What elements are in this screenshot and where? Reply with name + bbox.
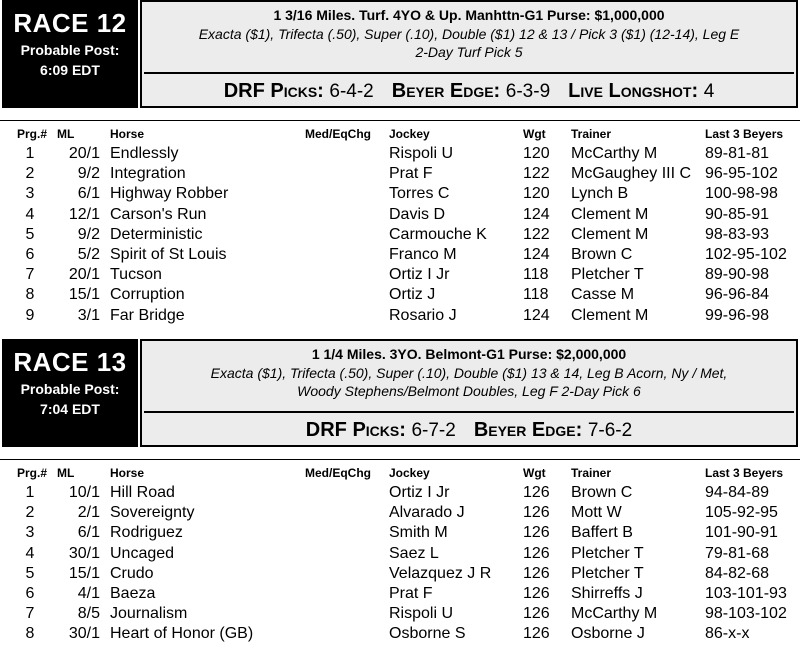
weight: 126 [523, 504, 550, 522]
race-picks [142, 419, 796, 442]
beyer-figures: 100-98-98 [705, 185, 778, 203]
program-number: 8 [25, 286, 35, 304]
race-title: RACE 13 [13, 347, 127, 377]
beyer-figures: 96-96-84 [705, 286, 770, 304]
race-wagers-line: Exacta ($1), Trifecta (.50), Super (.10), Double ($1) 12 & 13 / Pick 3 ($1) (12-14), Leg E [198, 26, 740, 42]
col-header-horse: Horse [110, 127, 145, 141]
horse-name: Journalism [110, 605, 188, 623]
entries-table-header [0, 120, 800, 143]
morning-line-odds: 4/1 [77, 584, 100, 602]
jockey-name: Ortiz J [389, 286, 436, 304]
table-row [0, 583, 800, 603]
col-header-ml: ML [57, 466, 75, 480]
race-info-box [140, 0, 798, 108]
trainer-name: Casse M [571, 286, 635, 304]
morning-line-odds: 20/1 [68, 145, 100, 162]
program-number: 6 [25, 584, 35, 602]
morning-line-odds: 6/1 [77, 524, 100, 542]
morning-line-odds: 10/1 [68, 484, 100, 501]
jockey-name: Rispoli U [389, 145, 454, 162]
weight: 122 [523, 225, 550, 243]
pick-value: 6-3-9 [505, 81, 551, 102]
program-number: 3 [25, 185, 35, 203]
trainer-name: Clement M [571, 225, 649, 243]
beyer-figures: 79-81-68 [705, 544, 770, 562]
weight: 124 [523, 205, 550, 223]
divider [144, 72, 794, 74]
trainer-name: Pletcher T [571, 564, 644, 582]
morning-line-odds: 20/1 [68, 266, 100, 284]
morning-line-odds: 15/1 [68, 286, 100, 304]
morning-line-odds: 6/1 [77, 185, 100, 203]
horse-name: Corruption [110, 286, 185, 304]
jockey-name: Carmouche K [389, 225, 487, 243]
jockey-name: Prat F [389, 584, 433, 602]
trainer-name: Brown C [571, 484, 633, 501]
col-header-beyers: Last 3 Beyers [705, 127, 784, 141]
jockey-name: Saez L [389, 544, 439, 562]
table-row [0, 163, 800, 183]
program-number: 6 [25, 245, 35, 263]
trainer-name: McCarthy M [571, 145, 658, 162]
table-row [0, 522, 800, 542]
table-row [0, 305, 800, 325]
trainer-name: Osborne J [571, 625, 645, 643]
horse-name: Hill Road [110, 484, 175, 501]
jockey-name: Ortiz I Jr [389, 484, 450, 501]
table-row [0, 244, 800, 264]
program-number: 7 [25, 266, 35, 284]
trainer-name: Clement M [571, 205, 649, 223]
program-number: 8 [25, 625, 35, 643]
beyer-figures: 94-84-89 [705, 484, 770, 501]
pick-label: Beyer Edge: [473, 419, 588, 441]
weight: 126 [523, 484, 550, 501]
morning-line-odds: 2/1 [77, 504, 100, 522]
beyer-figures: 96-95-102 [705, 165, 778, 183]
table-row [0, 603, 800, 623]
weight: 124 [523, 245, 550, 263]
table-row [0, 264, 800, 284]
col-header-beyers: Last 3 Beyers [705, 466, 784, 480]
horse-name: Heart of Honor (GB) [110, 625, 254, 643]
probable-post-label: Probable Post: [20, 381, 120, 397]
table-row [0, 284, 800, 304]
weight: 126 [523, 584, 550, 602]
jockey-name: Prat F [389, 165, 433, 183]
col-header-med: Med/EqChg [305, 127, 371, 141]
weight: 126 [523, 544, 550, 562]
program-number: 3 [25, 524, 35, 542]
horse-name: Integration [110, 165, 186, 183]
table-row [0, 204, 800, 224]
table-row [0, 143, 800, 163]
table-row [0, 623, 800, 643]
table-row [0, 543, 800, 563]
trainer-name: Pletcher T [571, 266, 644, 284]
morning-line-odds: 12/1 [68, 205, 100, 223]
horse-name: Rodriguez [110, 524, 183, 542]
entries-table-header [0, 459, 800, 482]
jockey-name: Ortiz I Jr [389, 266, 450, 284]
entries-table [0, 143, 800, 325]
trainer-name: McCarthy M [571, 605, 658, 623]
weight: 120 [523, 145, 550, 162]
horse-name: Uncaged [110, 544, 175, 562]
col-header-wgt: Wgt [523, 466, 546, 480]
race-wagers-line: Woody Stephens/Belmont Doubles, Leg F 2-Day Pick 6 [297, 383, 641, 399]
jockey-name: Davis D [389, 205, 446, 223]
beyer-figures: 89-90-98 [705, 266, 770, 284]
jockey-name: Rispoli U [389, 605, 454, 623]
beyer-figures: 98-83-93 [705, 225, 770, 243]
race-info-box [140, 339, 798, 447]
col-header-ml: ML [57, 127, 75, 141]
beyer-figures: 105-92-95 [705, 504, 778, 522]
weight: 126 [523, 605, 550, 623]
col-header-jockey: Jockey [389, 127, 430, 141]
col-header-wgt: Wgt [523, 127, 546, 141]
morning-line-odds: 30/1 [68, 544, 100, 562]
horse-name: Endlessly [110, 145, 179, 162]
morning-line-odds: 5/2 [77, 245, 100, 263]
horse-name: Baeza [110, 584, 156, 602]
program-number: 4 [25, 205, 35, 223]
table-row [0, 224, 800, 244]
trainer-name: Pletcher T [571, 544, 644, 562]
race-wagers-line: 2-Day Turf Pick 5 [415, 44, 523, 60]
horse-name: Highway Robber [110, 185, 229, 203]
trainer-name: Baffert B [571, 524, 633, 542]
table-row [0, 482, 800, 502]
jockey-name: Osborne S [389, 625, 466, 643]
jockey-name: Torres C [389, 185, 450, 203]
morning-line-odds: 30/1 [68, 625, 100, 643]
program-number: 9 [25, 306, 35, 324]
morning-line-odds: 9/2 [77, 165, 100, 183]
weight: 120 [523, 185, 550, 203]
beyer-figures: 99-96-98 [705, 306, 770, 324]
beyer-figures: 103-101-93 [705, 584, 787, 602]
beyer-figures: 90-85-91 [705, 205, 770, 223]
morning-line-odds: 15/1 [68, 564, 100, 582]
horse-name: Carson's Run [110, 205, 207, 223]
morning-line-odds: 3/1 [77, 306, 100, 324]
beyer-figures: 86-x-x [705, 625, 750, 643]
program-number: 1 [25, 484, 35, 501]
weight: 118 [523, 266, 549, 284]
trainer-name: Clement M [571, 306, 649, 324]
morning-line-odds: 8/5 [77, 605, 100, 623]
morning-line-odds: 9/2 [77, 225, 100, 243]
horse-name: Sovereignty [110, 504, 195, 522]
pick-label: Beyer Edge: [391, 80, 506, 102]
program-number: 4 [25, 544, 35, 562]
pick-value: 6-7-2 [411, 420, 456, 441]
race-section [0, 0, 800, 325]
beyer-figures: 89-81-81 [705, 145, 770, 162]
race-wagers [142, 25, 796, 61]
beyer-figures: 101-90-91 [705, 524, 778, 542]
divider [144, 411, 794, 413]
pick-label: Live Longshot: [568, 80, 704, 102]
jockey-name: Alvarado J [389, 504, 465, 522]
trainer-name: McGaughey III C [571, 165, 692, 183]
pick-value: 6-4-2 [329, 81, 374, 102]
jockey-name: Smith M [389, 524, 448, 542]
race-conditions: 1 1/4 Miles. 3YO. Belmont-G1 Purse: $2,000,000 [311, 346, 627, 362]
col-header-med: Med/EqChg [305, 466, 371, 480]
program-number: 5 [25, 564, 35, 582]
race-label-box [2, 339, 138, 447]
weight: 126 [523, 625, 550, 643]
col-header-trainer: Trainer [571, 127, 612, 141]
weight: 124 [523, 306, 550, 324]
col-header-trainer: Trainer [571, 466, 612, 480]
table-row [0, 563, 800, 583]
pick-label: DRF Picks: [305, 419, 412, 441]
weight: 126 [523, 564, 550, 582]
table-row [0, 502, 800, 522]
program-number: 7 [25, 605, 35, 623]
program-number: 5 [25, 225, 35, 243]
table-row [0, 183, 800, 203]
entries-table [0, 482, 800, 644]
horse-name: Far Bridge [110, 306, 185, 324]
beyer-figures: 84-82-68 [705, 564, 770, 582]
program-number: 1 [25, 145, 35, 162]
horse-name: Deterministic [110, 225, 203, 243]
horse-name: Tucson [110, 266, 162, 284]
col-header-horse: Horse [110, 466, 145, 480]
pick-label: DRF Picks: [223, 80, 330, 102]
race-wagers [142, 364, 796, 400]
beyer-figures: 102-95-102 [705, 245, 787, 263]
weight: 126 [523, 524, 550, 542]
jockey-name: Rosario J [389, 306, 457, 324]
probable-post-label: Probable Post: [20, 42, 120, 58]
race-conditions: 1 3/16 Miles. Turf. 4YO & Up. Manhttn-G1 Purse: $1,000,000 [273, 7, 665, 23]
jockey-name: Velazquez J R [389, 564, 492, 582]
probable-post-time: 7:04 EDT [40, 401, 100, 417]
col-header-prg: Prg.# [17, 466, 48, 480]
trainer-name: Brown C [571, 245, 633, 263]
pick-value: 4 [703, 81, 715, 102]
race-picks [142, 80, 796, 103]
trainer-name: Mott W [571, 504, 622, 522]
weight: 118 [523, 286, 549, 304]
jockey-name: Franco M [389, 245, 457, 263]
race-title: RACE 12 [13, 8, 127, 38]
race-header [0, 339, 800, 447]
horse-name: Crudo [110, 564, 154, 582]
race-section [0, 339, 800, 644]
pick-value: 7-6-2 [587, 420, 633, 441]
race-label-box [2, 0, 138, 108]
program-number: 2 [25, 504, 35, 522]
program-number: 2 [25, 165, 35, 183]
probable-post-time: 6:09 EDT [40, 62, 100, 78]
trainer-name: Shirreffs J [571, 584, 643, 602]
trainer-name: Lynch B [571, 185, 629, 203]
beyer-figures: 98-103-102 [705, 605, 787, 623]
col-header-jockey: Jockey [389, 466, 430, 480]
weight: 122 [523, 165, 550, 183]
col-header-prg: Prg.# [17, 127, 48, 141]
horse-name: Spirit of St Louis [110, 245, 227, 263]
race-header [0, 0, 800, 108]
race-wagers-line: Exacta ($1), Trifecta (.50), Super (.10), Double ($1) 13 & 14, Leg B Acorn, Ny / Met, [210, 365, 728, 381]
